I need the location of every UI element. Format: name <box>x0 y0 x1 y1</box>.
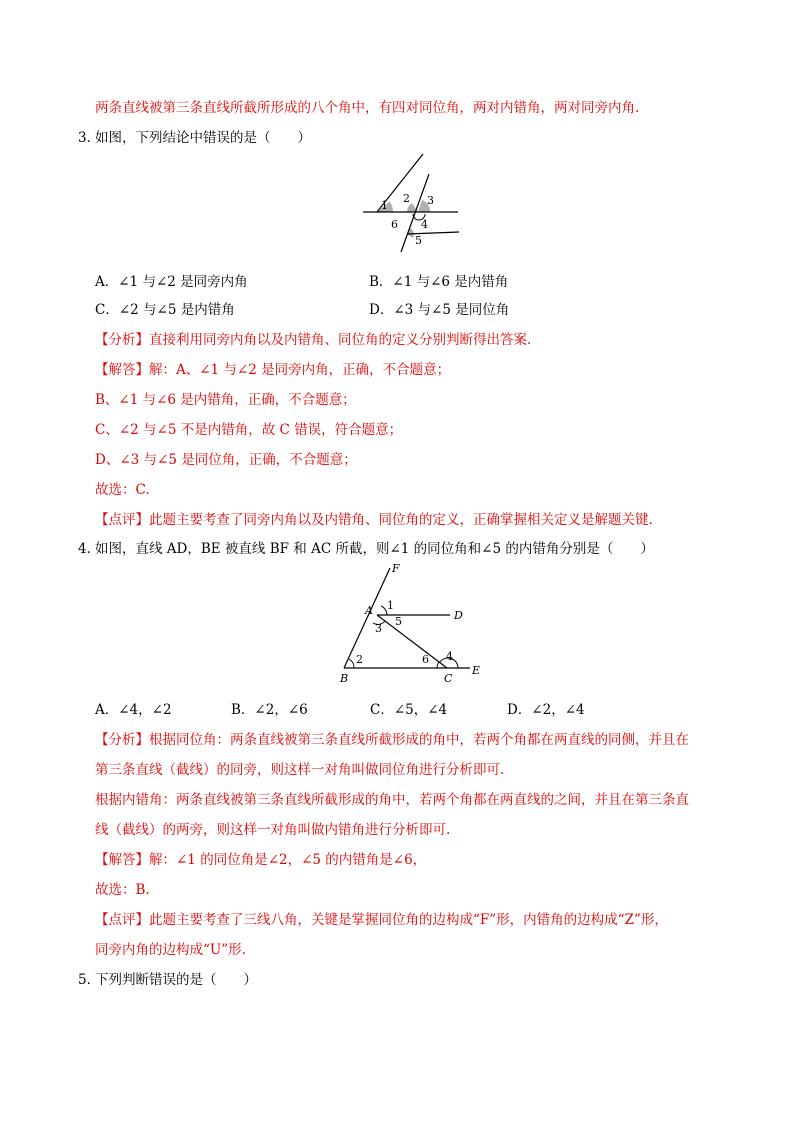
question-3-number: 3． <box>78 130 101 146</box>
q4-comment-line-2: 同旁内角的边构成“U”形. <box>95 942 246 958</box>
q3-solution-line-3: C、∠2 与∠5 不是内错角，故 C 错误，符合题意； <box>95 422 403 438</box>
fig4-label-c: C <box>444 672 453 685</box>
question-3-figure <box>355 152 465 258</box>
fig3-label-1: 1 <box>381 199 388 212</box>
question-4-figure <box>330 562 490 690</box>
fig4-label-3: 3 <box>375 622 382 635</box>
question-4-number: 4． <box>78 541 101 557</box>
fig4-label-5: 5 <box>395 615 402 628</box>
q3-option-d[interactable]: D．∠3 与∠5 是同位角 <box>369 302 510 318</box>
q4-analysis-line-1: 【分析】根据同位角：两条直线被第三条直线所截形成的角中，若两个角都在两直线的同侧，并且在 <box>95 732 689 748</box>
fig4-label-4: 4 <box>446 650 453 663</box>
fig3-label-5: 5 <box>415 234 422 247</box>
question-4-stem: 如图，直线 AD，BE 被直线 BF 和 AC 所截，则∠1 的同位角和∠5 的内错角分别是（ ） <box>95 541 654 557</box>
question-3-stem: 如图，下列结论中错误的是（ ） <box>95 130 311 146</box>
angle-6-arc <box>437 662 439 668</box>
q3-comment: 【点评】此题主要考查了同旁内角以及内错角、同位角的定义，正确掌握相关定义是解题关键. <box>95 512 653 528</box>
q4-option-b[interactable]: B．∠2，∠6 <box>231 702 308 718</box>
q4-analysis-line-2: 第三条直线（截线）的同旁，则这样一对角叫做同位角进行分析即可. <box>95 762 505 778</box>
line-bf <box>344 568 390 668</box>
fig4-label-e: E <box>472 664 481 677</box>
fig3-label-4: 4 <box>421 218 428 231</box>
q3-option-a[interactable]: A．∠1 与∠2 是同旁内角 <box>95 274 248 290</box>
fig4-label-f: F <box>392 562 400 575</box>
fig4-label-2: 2 <box>356 653 363 666</box>
q4-solution-line-1: 【解答】解：∠1 的同位角是∠2，∠5 的内错角是∠6， <box>95 852 427 868</box>
intro-text: 两条直线被第三条直线所截所形成的八个角中，有四对同位角，两对内错角，两对同旁内角. <box>95 100 640 116</box>
q3-solution-line-5: 故选：C. <box>95 482 150 498</box>
fig4-label-a: A <box>365 604 373 617</box>
q3-solution-line-2: B、∠1 与∠6 是内错角，正确，不合题意； <box>95 392 356 408</box>
q4-analysis-line-4: 线（截线）的两旁，则这样一对角叫做内错角进行分析即可. <box>95 822 451 838</box>
q3-solution-line-1: 【解答】解：A、∠1 与∠2 是同旁内角，正确，不合题意； <box>95 362 451 378</box>
fig3-label-6: 6 <box>391 218 398 231</box>
angle-2-arc <box>349 659 354 668</box>
q4-comment-line-1: 【点评】此题主要考查了三线八角，关键是掌握同位角的边构成“F”形，内错角的边构成“Z”形， <box>95 912 668 928</box>
line-ac <box>377 615 447 668</box>
q3-analysis: 【分析】直接利用同旁内角以及内错角、同位角的定义分别判断得出答案. <box>95 332 532 348</box>
q3-option-c[interactable]: C．∠2 与∠5 是内错角 <box>95 302 235 318</box>
fig3-label-2: 2 <box>403 192 410 205</box>
q4-option-d[interactable]: D．∠2，∠4 <box>507 702 585 718</box>
q3-option-b[interactable]: B．∠1 与∠6 是内错角 <box>369 274 509 290</box>
q4-option-a[interactable]: A．∠4，∠2 <box>95 702 172 718</box>
question-5-number: 5． <box>78 972 101 988</box>
fig4-label-d: D <box>454 609 463 622</box>
question-5-stem: 下列判断错误的是（ ） <box>95 972 257 988</box>
q4-analysis-line-3: 根据内错角：两条直线被第三条直线所截形成的角中，若两个角都在两直线的之间，并且在第三条直 <box>95 792 689 808</box>
q3-solution-line-4: D、∠3 与∠5 是同位角，正确，不合题意； <box>95 452 357 468</box>
fig3-label-3: 3 <box>427 194 434 207</box>
fig4-label-1: 1 <box>387 599 394 612</box>
fig4-label-6: 6 <box>422 653 429 666</box>
fig4-label-b: B <box>340 672 349 685</box>
q4-solution-line-2: 故选：B. <box>95 882 150 898</box>
q4-option-c[interactable]: C．∠5，∠4 <box>370 702 448 718</box>
